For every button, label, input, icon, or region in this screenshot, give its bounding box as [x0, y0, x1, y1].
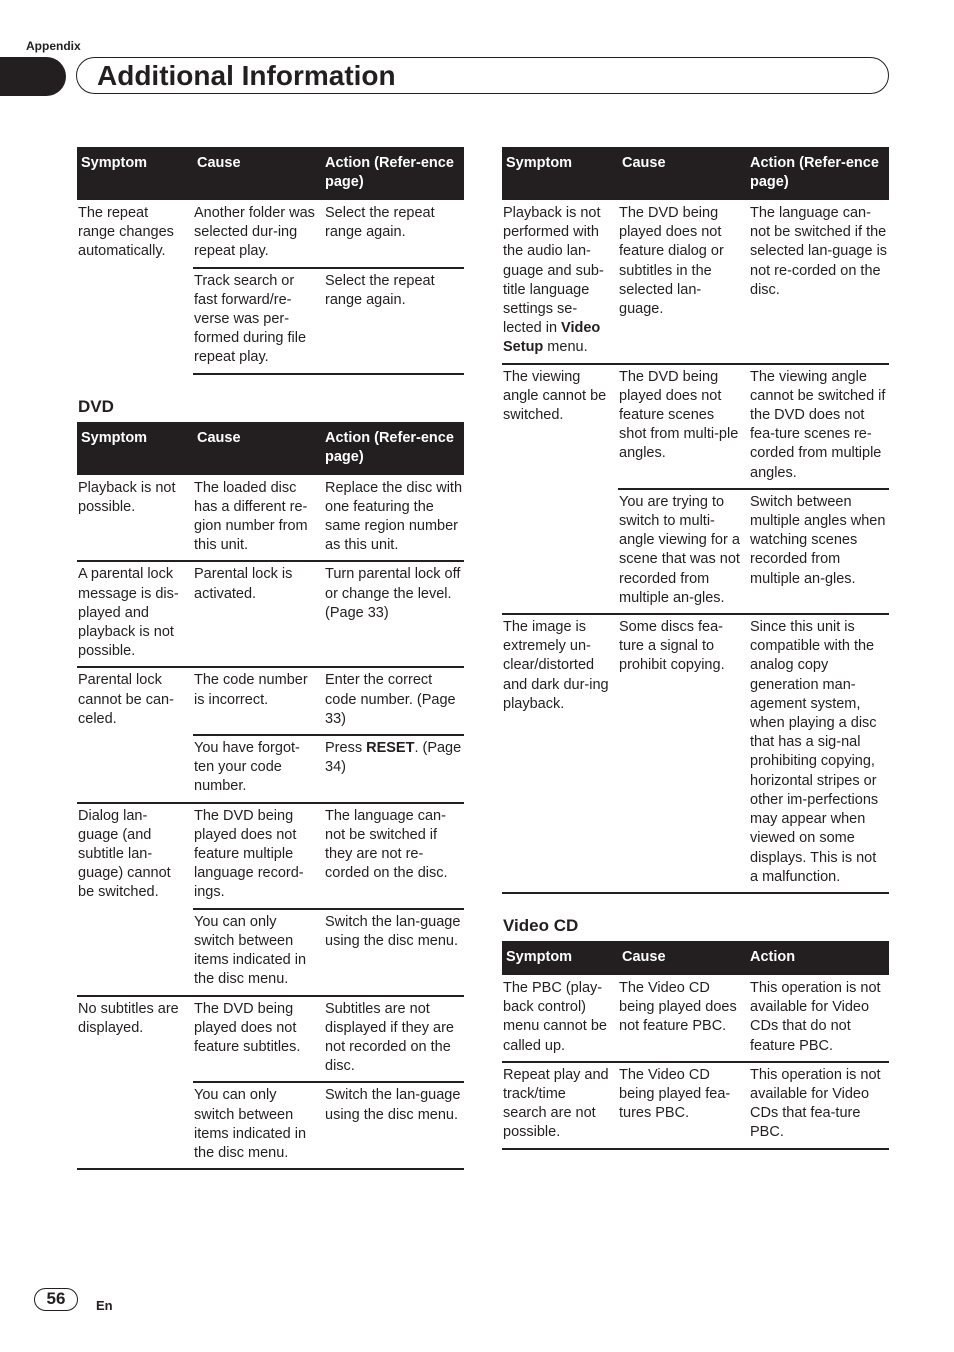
video-setup-menu-label: Video Setup — [503, 320, 601, 356]
dvd-heading: DVD — [78, 396, 114, 416]
cause-cell: You can only switch between items indicated in the disc menu. — [193, 1082, 321, 1169]
action-cell: Switch between multiple angles when watching scenes recorded from multiple an-gles. — [746, 489, 889, 614]
action-cell — [321, 735, 464, 803]
action-cell: Turn parental lock off or change the level. (Page 33) — [321, 561, 464, 667]
action-text: . (Page 34) — [325, 740, 462, 776]
table-row — [77, 667, 464, 735]
action-cell: Switch the lan-guage using the disc menu. — [321, 909, 464, 996]
symptom-cell: Dialog lan-guage (and subtitle lan-guage) cannot be switched. — [77, 803, 193, 996]
repeat-table — [77, 147, 464, 375]
left-column — [77, 147, 464, 1170]
table-header-row — [502, 941, 889, 975]
action-cell: The language can-not be switched if the selected lan-guage is not re-corded on the disc. — [750, 205, 888, 298]
action-cell: Switch the lan-guage using the disc menu. — [321, 1082, 464, 1169]
header-symptom: Symptom — [502, 147, 618, 200]
action-cell: Select the repeat range again. — [321, 268, 464, 374]
cause-cell: The DVD being played does not feature multiple language record-ings. — [193, 803, 321, 909]
header-cause: Cause — [618, 147, 746, 200]
header-action: Action — [746, 941, 889, 975]
header-cause: Cause — [193, 422, 321, 475]
language-code: En — [96, 1298, 113, 1313]
dvd-table — [77, 422, 464, 1171]
dvd-continued-table — [502, 147, 889, 894]
cause-cell: The loaded disc has a different re-gion number from this unit. — [194, 479, 308, 554]
table-row — [77, 200, 464, 268]
cause-cell: The DVD being played does not feature subtitles. — [193, 996, 321, 1083]
symptom-cell: Repeat play and track/time search are not possible. — [502, 1062, 618, 1149]
cause-cell: Another folder was selected dur-ing repeat play. — [194, 205, 315, 260]
symptom-cell: Parental lock cannot be can-celed. — [77, 667, 193, 802]
header-symptom: Symptom — [77, 422, 193, 475]
symptom-cell: Playback is not possible. — [78, 479, 176, 515]
cause-cell: The DVD being played does not feature scenes shot from multi-ple angles. — [618, 364, 746, 489]
table-header-row — [77, 422, 464, 475]
action-cell: The language can-not be switched if they are not re-corded on the disc. — [321, 803, 464, 909]
action-cell: Replace the disc with one featuring the same region number as this unit. — [325, 479, 463, 554]
reset-key-label: RESET — [366, 740, 415, 757]
table-row — [77, 996, 464, 1083]
action-cell: Enter the correct code number. (Page 33) — [321, 667, 464, 735]
table-row — [502, 364, 889, 489]
cause-cell: The Video CD being played fea-tures PBC. — [618, 1062, 746, 1149]
section-label: Appendix — [26, 39, 81, 53]
action-cell: Subtitles are not displayed if they are not recorded on the disc. — [321, 996, 464, 1083]
action-cell: This operation is not available for Video CDs that do not feature PBC. — [750, 979, 881, 1054]
header-action: Action (Refer-ence page) — [321, 147, 464, 200]
header-symptom: Symptom — [502, 941, 618, 975]
symptom-cell: The PBC (play-back control) menu cannot be called up. — [503, 979, 607, 1054]
cause-cell: The Video CD being played does not feature PBC. — [619, 979, 737, 1035]
table-row — [502, 200, 889, 364]
cause-cell: The code number is incorrect. — [193, 667, 321, 735]
page-title: Additional Information — [97, 60, 396, 91]
action-text: Press — [325, 740, 367, 757]
action-cell: Select the repeat range again. — [325, 205, 435, 241]
table-row — [502, 614, 889, 893]
table-header-row — [77, 147, 464, 200]
cause-cell: Parental lock is activated. — [193, 561, 321, 667]
table-row — [502, 975, 889, 1062]
symptom-text: Playback is not performed with the audio lan-guage and sub-title language settings se-lected in — [503, 205, 604, 337]
video-cd-heading: Video CD — [503, 915, 579, 935]
symptom-cell: The repeat range changes automatically. — [78, 205, 174, 260]
right-column — [502, 147, 889, 1150]
symptom-cell: No subtitles are displayed. — [77, 996, 193, 1170]
cause-cell: The DVD being played does not feature dialog or subtitles in the selected lan-guage. — [619, 205, 724, 318]
cause-cell: Some discs fea-ture a signal to prohibit copying. — [618, 614, 746, 893]
header-cause: Cause — [193, 147, 321, 200]
section-tab-block — [0, 57, 66, 96]
cause-cell: You have forgot-ten your code number. — [193, 735, 321, 803]
table-header-row — [502, 147, 889, 200]
table-row — [77, 475, 464, 562]
header-symptom: Symptom — [77, 147, 193, 200]
video-cd-table — [502, 941, 889, 1150]
cause-cell: You are trying to switch to multi-angle viewing for a scene that was not recorded from multiple an-gles. — [618, 489, 746, 614]
symptom-cell: A parental lock message is dis-played and playback is not possible. — [77, 561, 193, 667]
symptom-text: menu. — [543, 339, 588, 356]
title-box — [76, 57, 889, 94]
table-row — [77, 561, 464, 667]
symptom-cell — [502, 200, 618, 364]
cause-cell: Track search or fast forward/re-verse was per-formed during file repeat play. — [193, 268, 321, 374]
header-action: Action (Refer-ence page) — [321, 422, 464, 475]
table-row — [502, 1062, 889, 1149]
action-cell: This operation is not available for Video CDs that fea-ture PBC. — [746, 1062, 889, 1149]
cause-cell: You can only switch between items indicated in the disc menu. — [193, 909, 321, 996]
header-action: Action (Refer-ence page) — [746, 147, 889, 200]
action-cell: The viewing angle cannot be switched if the DVD does not fea-ture scenes re-corded from multiple angles. — [746, 364, 889, 489]
page-number: 56 — [34, 1288, 78, 1311]
symptom-cell: The image is extremely un-clear/distorted and dark dur-ing playback. — [502, 614, 618, 893]
table-row — [77, 803, 464, 909]
header-cause: Cause — [618, 941, 746, 975]
symptom-cell: The viewing angle cannot be switched. — [502, 364, 618, 614]
action-cell: Since this unit is compatible with the analog copy generation man-agement system, when playing a disc that has a sig-nal prohibiting copying, horizontal stripes or other im-perfections may appear when viewed on some displays. This is not a malfunction. — [746, 614, 889, 893]
